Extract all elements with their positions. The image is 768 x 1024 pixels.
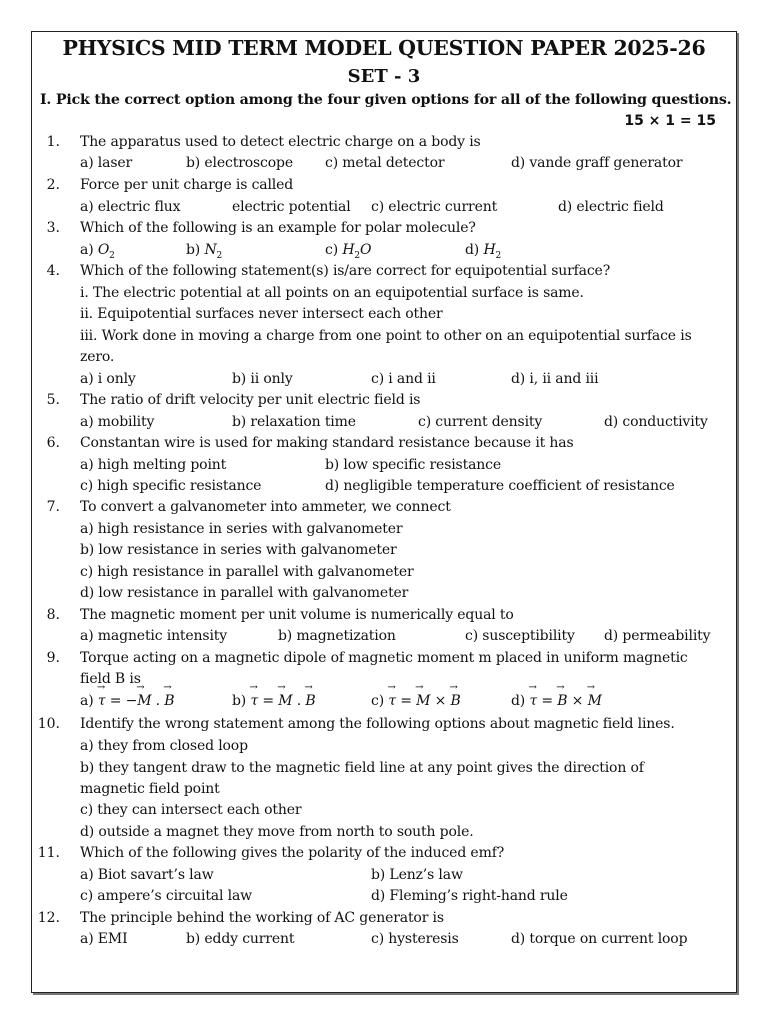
option: b) → τ = → M . → B bbox=[232, 693, 315, 709]
statement: iii. Work done in moving a charge from one point to other on an equipotential surface is bbox=[80, 328, 692, 344]
option: c) ampere’s circuital law bbox=[80, 888, 252, 904]
option: d) vande graff generator bbox=[511, 155, 683, 171]
question-number: 10. bbox=[37, 716, 60, 732]
question-text: The magnetic moment per unit volume is numerically equal to bbox=[80, 607, 514, 623]
question-number: 5. bbox=[46, 392, 60, 408]
option: d) permeability bbox=[604, 628, 711, 644]
option: a) EMI bbox=[80, 931, 128, 947]
option: d) electric field bbox=[558, 199, 664, 215]
option: b) ii only bbox=[232, 371, 293, 387]
option: b) $N_2$ bbox=[186, 242, 223, 261]
question-text: Which of the following is an example for polar molecule? bbox=[80, 220, 476, 236]
question-text: The ratio of drift velocity per unit electric field is bbox=[80, 392, 421, 408]
question-text: To convert a galvanometer into ammeter, we connect bbox=[80, 499, 451, 515]
statement: ii. Equipotential surfaces never intersect each other bbox=[80, 306, 443, 322]
option: d) conductivity bbox=[604, 414, 708, 430]
option: a) i only bbox=[80, 371, 136, 387]
option: d) low resistance in parallel with galvanometer bbox=[80, 585, 409, 601]
option: a) high melting point bbox=[80, 457, 227, 473]
option-continued: magnetic field point bbox=[80, 781, 220, 797]
statement: zero. bbox=[80, 349, 115, 365]
option: c) hysteresis bbox=[371, 931, 459, 947]
option: d) outside a magnet they move from north to south pole. bbox=[80, 824, 474, 840]
question-number: 8. bbox=[46, 607, 60, 623]
question-number: 1. bbox=[46, 134, 60, 150]
option: b) Lenz’s law bbox=[371, 867, 463, 883]
question-text: Which of the following gives the polarity of the induced emf? bbox=[80, 845, 505, 861]
option: d) i, ii and iii bbox=[511, 371, 599, 387]
option: a) mobility bbox=[80, 414, 155, 430]
option: b) low specific resistance bbox=[325, 457, 501, 473]
option: d) $H_2$ bbox=[465, 242, 502, 261]
option: b) electroscope bbox=[186, 155, 293, 171]
question-number: 11. bbox=[37, 845, 60, 861]
option: a) high resistance in series with galvanometer bbox=[80, 521, 403, 537]
option: a) $O_2$ bbox=[80, 242, 115, 261]
question-text-continued: field B is bbox=[80, 671, 141, 687]
question-number: 12. bbox=[37, 910, 60, 926]
option: a) they from closed loop bbox=[80, 738, 248, 754]
option: c) i and ii bbox=[371, 371, 436, 387]
option: c) metal detector bbox=[325, 155, 445, 171]
option: c) they can intersect each other bbox=[80, 802, 302, 818]
option: electric potential bbox=[232, 199, 351, 215]
question-text: The apparatus used to detect electric charge on a body is bbox=[80, 134, 481, 150]
section-marks: 15 × 1 = 15 bbox=[624, 113, 716, 129]
question-text: Which of the following statement(s) is/are correct for equipotential surface? bbox=[80, 263, 611, 279]
option: d) negligible temperature coefficient of resistance bbox=[325, 478, 675, 494]
option: b) they tangent draw to the magnetic field line at any point gives the direction of bbox=[80, 760, 644, 776]
option: a) Biot savart’s law bbox=[80, 867, 214, 883]
option: b) eddy current bbox=[186, 931, 295, 947]
question-text: Torque acting on a magnetic dipole of magnetic moment m placed in uniform magnetic bbox=[80, 650, 688, 666]
question-number: 3. bbox=[46, 220, 60, 236]
question-text: The principle behind the working of AC generator is bbox=[80, 910, 444, 926]
set-label: SET - 3 bbox=[347, 66, 421, 87]
question-text: Force per unit charge is called bbox=[80, 177, 294, 193]
option: a) laser bbox=[80, 155, 133, 171]
option: d) torque on current loop bbox=[511, 931, 688, 947]
option: b) magnetization bbox=[278, 628, 396, 644]
option: c) electric current bbox=[371, 199, 498, 215]
question-number: 7. bbox=[46, 499, 60, 515]
option: b) low resistance in series with galvanometer bbox=[80, 542, 397, 558]
statement: i. The electric potential at all points on an equipotential surface is same. bbox=[80, 285, 584, 301]
section-instruction: I. Pick the correct option among the four given options for all of the following questions. bbox=[40, 92, 732, 108]
option: d) → τ = → B × → M bbox=[511, 693, 602, 709]
question-text: Identify the wrong statement among the following options about magnetic field lines. bbox=[80, 716, 675, 732]
option: c) $H_2O$ bbox=[325, 242, 372, 261]
option: d) Fleming’s right-hand rule bbox=[371, 888, 568, 904]
question-number: 9. bbox=[46, 650, 60, 666]
option: c) susceptibility bbox=[465, 628, 575, 644]
question-number: 6. bbox=[46, 435, 60, 451]
option: b) relaxation time bbox=[232, 414, 356, 430]
option: a) → τ = −→ M . → B bbox=[80, 693, 174, 709]
question-number: 2. bbox=[46, 177, 60, 193]
option: a) magnetic intensity bbox=[80, 628, 228, 644]
question-number: 4. bbox=[46, 263, 60, 279]
option: a) electric flux bbox=[80, 199, 181, 215]
option: c) high specific resistance bbox=[80, 478, 262, 494]
option: c) current density bbox=[418, 414, 543, 430]
option: c) → τ = → M × → B bbox=[371, 693, 461, 709]
paper-title: PHYSICS MID TERM MODEL QUESTION PAPER 2025-26 bbox=[62, 36, 706, 60]
question-text: Constantan wire is used for making standard resistance because it has bbox=[80, 435, 574, 451]
option: c) high resistance in parallel with galvanometer bbox=[80, 564, 414, 580]
